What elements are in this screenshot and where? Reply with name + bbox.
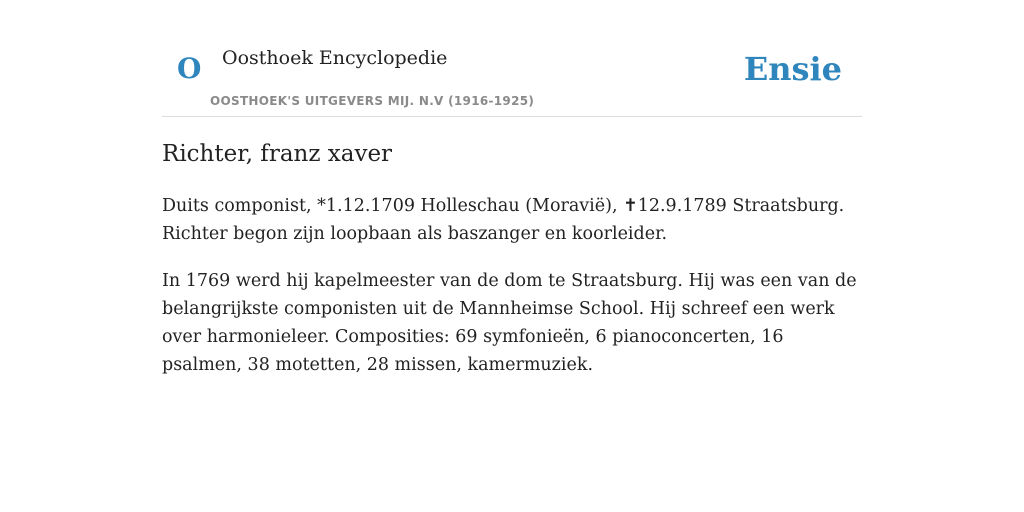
source-title-link[interactable]: Oosthoek Encyclopedie	[222, 47, 448, 69]
entry-paragraph: Duits componist, *1.12.1709 Holleschau (Moravië), ✝12.9.1789 Straatsburg. Richter begon zijn loopbaan als baszanger en koorleider.	[162, 196, 845, 244]
source-logo: O	[177, 52, 202, 85]
brand-logo-link[interactable]: Ensie	[743, 50, 842, 88]
source-publisher: OOSTHOEK'S UITGEVERS MIJ. N.V (1916-1925)	[210, 94, 535, 108]
entry-body	[162, 192, 862, 398]
source-header	[162, 0, 862, 117]
page-content	[162, 0, 862, 512]
entry-title: Richter, franz xaver	[162, 141, 393, 167]
entry-paragraph: In 1769 werd hij kapelmeester van de dom te Straatsburg. Hij was een van de belangrijkste componisten uit de Mannheimse School. Hij schreef een werk over harmonieleer. Composities: 69 symfonieën, 6 pianoconcerten, 16 psalmen, 38 motetten, 28 missen, kamermuziek.	[162, 271, 857, 375]
